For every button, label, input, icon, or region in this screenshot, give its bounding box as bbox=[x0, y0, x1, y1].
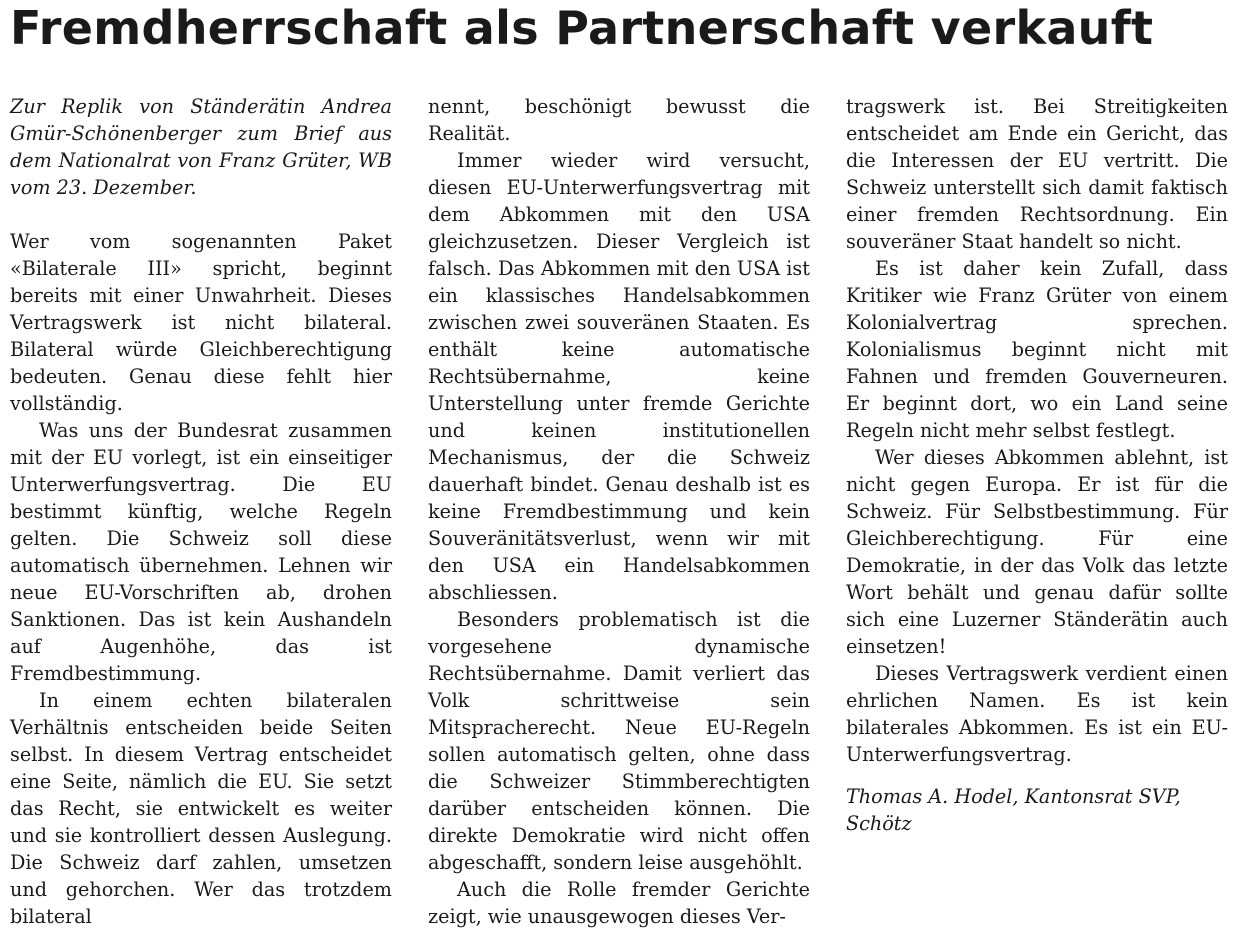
headline: Fremdherrschaft als Partnerschaft verkauft bbox=[10, 1, 1154, 55]
article-paragraph: Wer dieses Abkommen ablehnt, ist nicht gegen Europa. Er ist für die Schweiz. Für Selbstbestimmung. Für Gleichberechtigung. Für eine Demokratie, in der das Volk das letzte Wort behält und genau dafür sollte sich eine Luzerner Ständerätin auch einsetzen! bbox=[846, 446, 1228, 658]
article-paragraph: Wer vom sogenannten Paket «Bilaterale III» spricht, beginnt bereits mit einer Unwahrheit. Dieses Vertragswerk ist nicht bilateral. Bilateral würde Gleichberechtigung bedeuten. Genau diese fehlt hier vollständig. bbox=[10, 230, 392, 415]
article-column-2 bbox=[428, 93, 810, 930]
article-paragraph: Besonders problematisch ist die vorgesehene dynamische Rechtsübernahme. Damit verliert das Volk schrittweise sein Mitspracherecht. Neue EU-Regeln sollen automatisch gelten, ohne dass die Schweizer Stimmberechtigten darüber entscheiden können. Die direkte Demokratie wird nicht offen abgeschafft, sondern leise ausgehöhlt. bbox=[428, 608, 810, 874]
article-paragraph: Was uns der Bundesrat zusammen mit der EU vorlegt, ist ein einseitiger Unterwerfungsvertrag. Die EU bestimmt künftig, welche Regeln gelten. Die Schweiz soll diese automatisch übernehmen. Lehnen wir neue EU-Vorschriften ab, drohen Sanktionen. Das ist kein Aushandeln auf Augenhöhe, das ist Fremdbestimmung. bbox=[10, 419, 392, 685]
article-paragraph: Auch die Rolle fremder Gerichte zeigt, wie unausgewogen dieses Ver- bbox=[428, 878, 810, 928]
article-paragraph: In einem echten bilateralen Verhältnis entscheiden beide Seiten selbst. In diesem Vertrag entscheidet eine Seite, nämlich die EU. Sie setzt das Recht, sie entwickelt es weiter und sie kontrolliert dessen Auslegung. Die Schweiz darf zahlen, umsetzen und gehorchen. Wer das trotzdem bilateral bbox=[10, 689, 392, 928]
article-paragraph: Es ist daher kein Zufall, dass Kritiker wie Franz Grüter von einem Kolonialvertrag sprechen. Kolonialismus beginnt nicht mit Fahnen und fremden Gouverneuren. Er beginnt dort, wo ein Land seine Regeln nicht mehr selbst festlegt. bbox=[846, 257, 1228, 442]
article-paragraph: tragswerk ist. Bei Streitigkeiten entscheidet am Ende ein Gericht, das die Interessen der EU vertritt. Die Schweiz unterstellt sich damit faktisch einer fremden Rechtsordnung. Ein souveräner Staat handelt so nicht. bbox=[846, 95, 1228, 253]
article-lead: Zur Replik von Ständerätin Andrea Gmür-Schönenberger zum Brief aus dem Nationalrat von Franz Grüter, WB vom 23. Dezember. bbox=[10, 95, 392, 199]
article-paragraph: Immer wieder wird versucht, diesen EU-Unterwerfungsvertrag mit dem Abkommen mit den USA gleichzusetzen. Dieser Vergleich ist falsch. Das Abkommen mit den USA ist ein klassisches Handelsabkommen zwischen zwei souveränen Staaten. Es enthält keine automatische Rechtsübernahme, keine Unterstellung unter fremde Gerichte und keinen institutionellen Mechanismus, der die Schweiz dauerhaft bindet. Genau deshalb ist es keine Fremdbestimmung und kein Souveränitätsverlust, wenn wir mit den USA ein Handelsabkommen abschliessen. bbox=[428, 149, 810, 604]
article-column-1 bbox=[10, 93, 392, 930]
article-paragraph: nennt, beschönigt bewusst die Realität. bbox=[428, 95, 810, 145]
article-paragraph: Dieses Vertragswerk verdient einen ehrlichen Namen. Es ist kein bilaterales Abkommen. Es ist ein EU-Unterwerfungsvertrag. bbox=[846, 662, 1228, 766]
author-signature: Thomas A. Hodel, Kantonsrat SVP, Schötz bbox=[846, 785, 1181, 835]
article-column-3 bbox=[846, 93, 1228, 837]
